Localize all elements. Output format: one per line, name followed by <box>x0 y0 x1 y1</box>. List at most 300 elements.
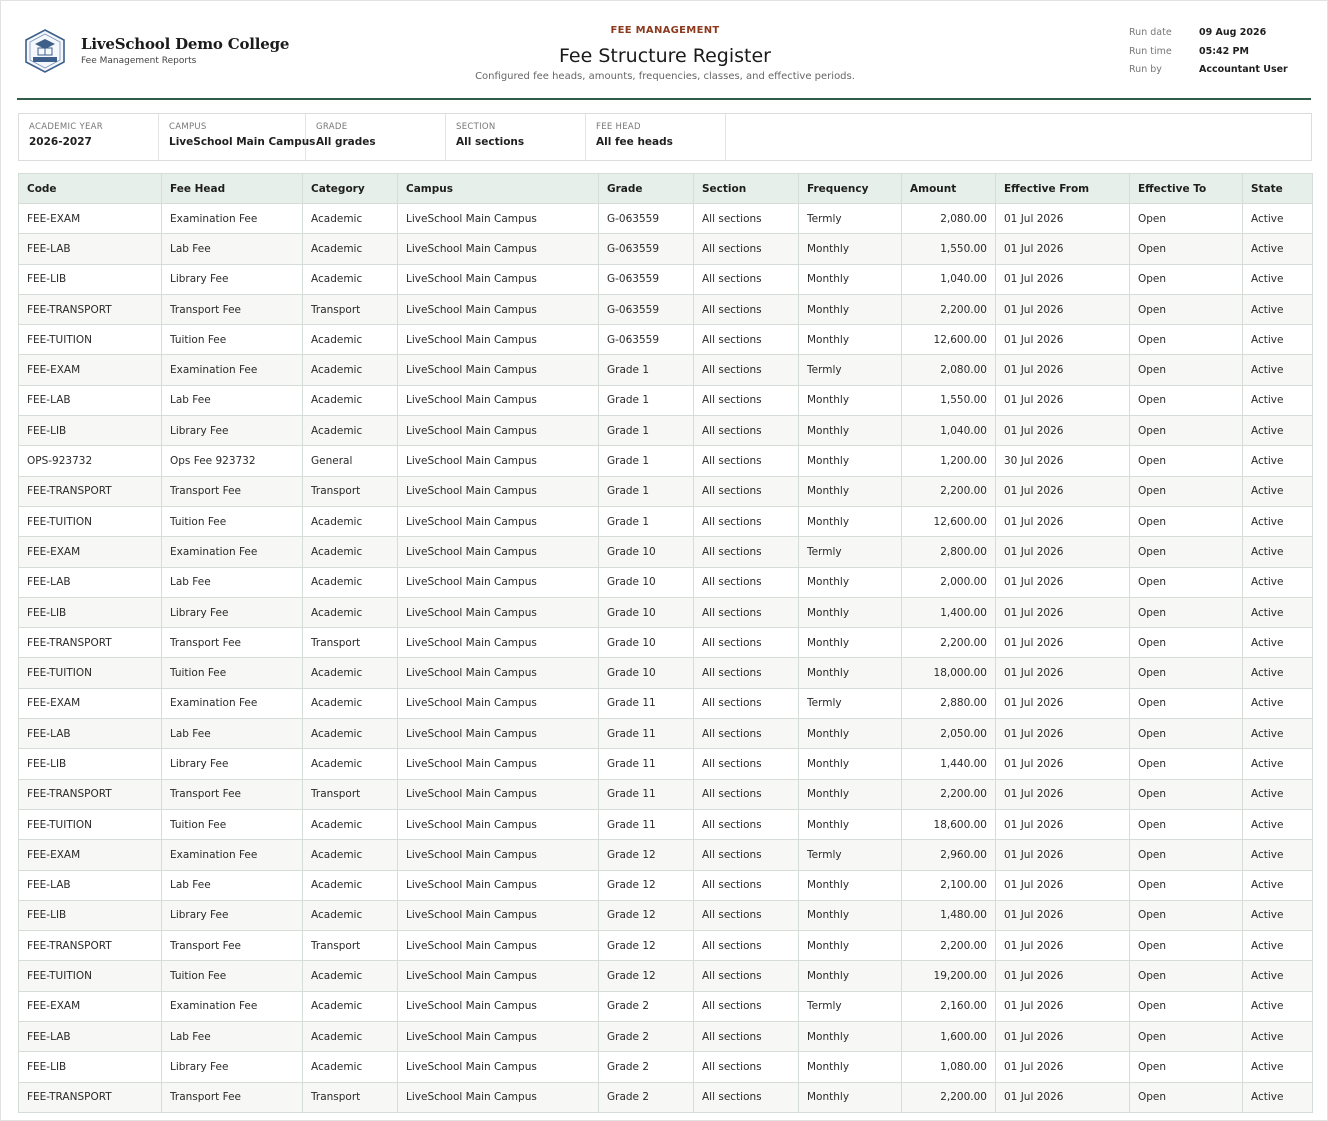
cell-category: Academic <box>303 961 398 991</box>
cell-grade: G-063559 <box>599 294 694 324</box>
cell-effective-from: 01 Jul 2026 <box>996 779 1130 809</box>
cell-fee-head: Examination Fee <box>162 204 303 234</box>
cell-frequency: Monthly <box>799 658 902 688</box>
cell-effective-to: Open <box>1130 809 1243 839</box>
cell-state: Active <box>1243 840 1313 870</box>
cell-frequency: Monthly <box>799 719 902 749</box>
cell-campus: LiveSchool Main Campus <box>398 749 599 779</box>
cell-effective-from: 01 Jul 2026 <box>996 325 1130 355</box>
cell-effective-to: Open <box>1130 506 1243 536</box>
page-title: Fee Structure Register <box>559 45 771 67</box>
table-body <box>19 204 1313 1113</box>
cell-code: FEE-LAB <box>19 385 162 415</box>
cell-grade: Grade 2 <box>599 1022 694 1052</box>
filter-grade <box>306 114 446 160</box>
cell-state: Active <box>1243 567 1313 597</box>
cell-fee-head: Transport Fee <box>162 931 303 961</box>
cell-code: FEE-LAB <box>19 1022 162 1052</box>
cell-grade: G-063559 <box>599 264 694 294</box>
cell-category: Academic <box>303 809 398 839</box>
cell-code: FEE-TUITION <box>19 325 162 355</box>
cell-code: FEE-LAB <box>19 234 162 264</box>
cell-grade: Grade 2 <box>599 1052 694 1082</box>
cell-effective-to: Open <box>1130 900 1243 930</box>
cell-state: Active <box>1243 204 1313 234</box>
cell-fee-head: Lab Fee <box>162 1022 303 1052</box>
table-row <box>19 537 1313 567</box>
cell-state: Active <box>1243 719 1313 749</box>
cell-effective-to: Open <box>1130 476 1243 506</box>
column-header-category: Category <box>303 174 398 204</box>
cell-grade: Grade 1 <box>599 506 694 536</box>
cell-section: All sections <box>694 1052 799 1082</box>
cell-campus: LiveSchool Main Campus <box>398 567 599 597</box>
cell-category: Academic <box>303 900 398 930</box>
cell-effective-to: Open <box>1130 688 1243 718</box>
cell-amount: 18,600.00 <box>902 809 996 839</box>
cell-amount: 1,400.00 <box>902 597 996 627</box>
cell-section: All sections <box>694 931 799 961</box>
cell-category: Transport <box>303 294 398 324</box>
cell-amount: 2,960.00 <box>902 840 996 870</box>
cell-section: All sections <box>694 688 799 718</box>
cell-grade: Grade 2 <box>599 1082 694 1112</box>
cell-frequency: Termly <box>799 537 902 567</box>
cell-fee-head: Transport Fee <box>162 628 303 658</box>
filter-campus <box>159 114 316 160</box>
cell-campus: LiveSchool Main Campus <box>398 840 599 870</box>
cell-fee-head: Examination Fee <box>162 537 303 567</box>
cell-fee-head: Transport Fee <box>162 1082 303 1112</box>
cell-campus: LiveSchool Main Campus <box>398 446 599 476</box>
report-subtitle: Configured fee heads, amounts, frequencies, classes, and effective periods. <box>475 71 855 82</box>
cell-frequency: Termly <box>799 355 902 385</box>
cell-grade: Grade 11 <box>599 688 694 718</box>
cell-frequency: Monthly <box>799 628 902 658</box>
cell-category: Academic <box>303 749 398 779</box>
cell-state: Active <box>1243 355 1313 385</box>
cell-category: Academic <box>303 385 398 415</box>
cell-campus: LiveSchool Main Campus <box>398 476 599 506</box>
column-header-code: Code <box>19 174 162 204</box>
cell-campus: LiveSchool Main Campus <box>398 416 599 446</box>
table-row <box>19 325 1313 355</box>
cell-state: Active <box>1243 1052 1313 1082</box>
cell-amount: 19,200.00 <box>902 961 996 991</box>
cell-campus: LiveSchool Main Campus <box>398 537 599 567</box>
filter-summary-bar <box>18 113 1312 161</box>
cell-state: Active <box>1243 1022 1313 1052</box>
cell-effective-from: 01 Jul 2026 <box>996 991 1130 1021</box>
run-by-label: Run by <box>1129 64 1162 75</box>
cell-section: All sections <box>694 294 799 324</box>
cell-amount: 1,550.00 <box>902 234 996 264</box>
org-subtitle: Fee Management Reports <box>81 56 197 66</box>
cell-effective-from: 01 Jul 2026 <box>996 900 1130 930</box>
cell-effective-to: Open <box>1130 597 1243 627</box>
cell-amount: 2,050.00 <box>902 719 996 749</box>
cell-state: Active <box>1243 809 1313 839</box>
column-header-effective-to: Effective To <box>1130 174 1243 204</box>
table-row <box>19 809 1313 839</box>
cell-category: Transport <box>303 476 398 506</box>
cell-grade: Grade 11 <box>599 809 694 839</box>
cell-frequency: Monthly <box>799 749 902 779</box>
cell-campus: LiveSchool Main Campus <box>398 809 599 839</box>
cell-grade: G-063559 <box>599 204 694 234</box>
cell-effective-from: 01 Jul 2026 <box>996 1022 1130 1052</box>
cell-fee-head: Library Fee <box>162 749 303 779</box>
table-row <box>19 840 1313 870</box>
cell-effective-from: 01 Jul 2026 <box>996 809 1130 839</box>
cell-section: All sections <box>694 961 799 991</box>
cell-effective-to: Open <box>1130 991 1243 1021</box>
cell-fee-head: Tuition Fee <box>162 961 303 991</box>
cell-category: Transport <box>303 779 398 809</box>
cell-state: Active <box>1243 931 1313 961</box>
cell-effective-from: 01 Jul 2026 <box>996 749 1130 779</box>
cell-effective-to: Open <box>1130 628 1243 658</box>
cell-frequency: Monthly <box>799 931 902 961</box>
column-header-campus: Campus <box>398 174 599 204</box>
cell-category: Academic <box>303 506 398 536</box>
cell-state: Active <box>1243 476 1313 506</box>
cell-effective-from: 01 Jul 2026 <box>996 1082 1130 1112</box>
cell-effective-from: 01 Jul 2026 <box>996 719 1130 749</box>
cell-fee-head: Transport Fee <box>162 779 303 809</box>
filter-fee-head <box>586 114 726 160</box>
cell-effective-from: 30 Jul 2026 <box>996 446 1130 476</box>
cell-grade: Grade 10 <box>599 537 694 567</box>
cell-frequency: Monthly <box>799 385 902 415</box>
cell-category: Academic <box>303 870 398 900</box>
cell-amount: 2,080.00 <box>902 204 996 234</box>
cell-frequency: Termly <box>799 991 902 1021</box>
cell-grade: Grade 1 <box>599 355 694 385</box>
cell-amount: 1,550.00 <box>902 385 996 415</box>
cell-campus: LiveSchool Main Campus <box>398 325 599 355</box>
cell-category: Academic <box>303 597 398 627</box>
cell-effective-from: 01 Jul 2026 <box>996 355 1130 385</box>
cell-amount: 2,080.00 <box>902 355 996 385</box>
cell-category: Academic <box>303 991 398 1021</box>
table-header-row <box>19 174 1313 204</box>
cell-frequency: Monthly <box>799 809 902 839</box>
cell-grade: Grade 12 <box>599 840 694 870</box>
cell-frequency: Monthly <box>799 597 902 627</box>
cell-effective-to: Open <box>1130 870 1243 900</box>
cell-state: Active <box>1243 264 1313 294</box>
cell-effective-to: Open <box>1130 931 1243 961</box>
cell-fee-head: Lab Fee <box>162 567 303 597</box>
cell-effective-from: 01 Jul 2026 <box>996 204 1130 234</box>
cell-category: Transport <box>303 628 398 658</box>
cell-effective-to: Open <box>1130 446 1243 476</box>
cell-code: FEE-LAB <box>19 567 162 597</box>
cell-code: FEE-TUITION <box>19 809 162 839</box>
table-row <box>19 900 1313 930</box>
filter-value: All sections <box>456 136 525 148</box>
cell-code: FEE-LIB <box>19 264 162 294</box>
cell-effective-from: 01 Jul 2026 <box>996 840 1130 870</box>
cell-fee-head: Examination Fee <box>162 840 303 870</box>
filter-value: All grades <box>316 136 376 148</box>
cell-state: Active <box>1243 416 1313 446</box>
cell-effective-from: 01 Jul 2026 <box>996 961 1130 991</box>
cell-frequency: Monthly <box>799 1022 902 1052</box>
cell-effective-from: 01 Jul 2026 <box>996 506 1130 536</box>
cell-amount: 18,000.00 <box>902 658 996 688</box>
cell-effective-from: 01 Jul 2026 <box>996 1052 1130 1082</box>
column-header-state: State <box>1243 174 1313 204</box>
filter-label: GRADE <box>316 122 348 132</box>
cell-frequency: Monthly <box>799 567 902 597</box>
column-header-grade: Grade <box>599 174 694 204</box>
cell-grade: Grade 1 <box>599 446 694 476</box>
table-row <box>19 1082 1313 1112</box>
cell-amount: 2,160.00 <box>902 991 996 1021</box>
cell-code: FEE-EXAM <box>19 537 162 567</box>
cell-amount: 1,040.00 <box>902 264 996 294</box>
cell-section: All sections <box>694 204 799 234</box>
cell-campus: LiveSchool Main Campus <box>398 294 599 324</box>
cell-code: FEE-TRANSPORT <box>19 1082 162 1112</box>
table-row <box>19 961 1313 991</box>
cell-amount: 1,040.00 <box>902 416 996 446</box>
cell-amount: 1,600.00 <box>902 1022 996 1052</box>
table-row <box>19 476 1313 506</box>
cell-effective-from: 01 Jul 2026 <box>996 688 1130 718</box>
cell-category: Academic <box>303 325 398 355</box>
cell-amount: 2,880.00 <box>902 688 996 718</box>
cell-code: FEE-LIB <box>19 749 162 779</box>
cell-state: Active <box>1243 628 1313 658</box>
filter-label: FEE HEAD <box>596 122 641 132</box>
cell-grade: Grade 12 <box>599 931 694 961</box>
cell-fee-head: Library Fee <box>162 597 303 627</box>
filter-value: LiveSchool Main Campus <box>169 136 316 148</box>
cell-section: All sections <box>694 1022 799 1052</box>
cell-state: Active <box>1243 991 1313 1021</box>
cell-effective-to: Open <box>1130 385 1243 415</box>
cell-campus: LiveSchool Main Campus <box>398 688 599 718</box>
cell-code: FEE-LIB <box>19 597 162 627</box>
cell-effective-to: Open <box>1130 567 1243 597</box>
cell-fee-head: Library Fee <box>162 416 303 446</box>
cell-effective-to: Open <box>1130 961 1243 991</box>
cell-effective-from: 01 Jul 2026 <box>996 385 1130 415</box>
cell-grade: Grade 10 <box>599 628 694 658</box>
cell-grade: Grade 11 <box>599 779 694 809</box>
fee-structure-table <box>18 173 1313 1113</box>
cell-amount: 1,440.00 <box>902 749 996 779</box>
cell-fee-head: Transport Fee <box>162 294 303 324</box>
cell-section: All sections <box>694 385 799 415</box>
filter-label: ACADEMIC YEAR <box>29 122 103 132</box>
cell-effective-to: Open <box>1130 658 1243 688</box>
cell-category: General <box>303 446 398 476</box>
cell-campus: LiveSchool Main Campus <box>398 355 599 385</box>
cell-campus: LiveSchool Main Campus <box>398 900 599 930</box>
cell-code: FEE-LAB <box>19 719 162 749</box>
cell-fee-head: Tuition Fee <box>162 325 303 355</box>
cell-frequency: Monthly <box>799 294 902 324</box>
cell-section: All sections <box>694 416 799 446</box>
cell-state: Active <box>1243 658 1313 688</box>
cell-state: Active <box>1243 325 1313 355</box>
cell-amount: 2,800.00 <box>902 537 996 567</box>
cell-state: Active <box>1243 537 1313 567</box>
table-row <box>19 688 1313 718</box>
cell-state: Active <box>1243 506 1313 536</box>
cell-grade: Grade 12 <box>599 900 694 930</box>
cell-effective-from: 01 Jul 2026 <box>996 597 1130 627</box>
cell-state: Active <box>1243 688 1313 718</box>
cell-campus: LiveSchool Main Campus <box>398 658 599 688</box>
table-row <box>19 870 1313 900</box>
cell-category: Transport <box>303 1082 398 1112</box>
cell-effective-to: Open <box>1130 1082 1243 1112</box>
cell-frequency: Monthly <box>799 900 902 930</box>
cell-code: FEE-LIB <box>19 416 162 446</box>
cell-code: FEE-LIB <box>19 1052 162 1082</box>
cell-fee-head: Tuition Fee <box>162 658 303 688</box>
filter-value: All fee heads <box>596 136 673 148</box>
table-row <box>19 1052 1313 1082</box>
column-header-fee-head: Fee Head <box>162 174 303 204</box>
cell-effective-to: Open <box>1130 234 1243 264</box>
cell-section: All sections <box>694 809 799 839</box>
cell-grade: Grade 12 <box>599 870 694 900</box>
cell-code: FEE-TUITION <box>19 658 162 688</box>
cell-grade: Grade 10 <box>599 658 694 688</box>
cell-category: Academic <box>303 264 398 294</box>
cell-state: Active <box>1243 900 1313 930</box>
cell-code: FEE-TRANSPORT <box>19 931 162 961</box>
cell-effective-to: Open <box>1130 779 1243 809</box>
cell-category: Academic <box>303 537 398 567</box>
cell-grade: Grade 2 <box>599 991 694 1021</box>
cell-campus: LiveSchool Main Campus <box>398 264 599 294</box>
cell-code: FEE-EXAM <box>19 991 162 1021</box>
cell-grade: Grade 1 <box>599 416 694 446</box>
cell-campus: LiveSchool Main Campus <box>398 597 599 627</box>
college-crest-logo-icon <box>24 29 66 73</box>
cell-frequency: Monthly <box>799 1082 902 1112</box>
cell-effective-to: Open <box>1130 204 1243 234</box>
org-name: LiveSchool Demo College <box>81 35 290 53</box>
cell-section: All sections <box>694 779 799 809</box>
cell-category: Academic <box>303 234 398 264</box>
cell-campus: LiveSchool Main Campus <box>398 1022 599 1052</box>
table-row <box>19 264 1313 294</box>
cell-section: All sections <box>694 900 799 930</box>
cell-state: Active <box>1243 385 1313 415</box>
cell-effective-from: 01 Jul 2026 <box>996 234 1130 264</box>
cell-fee-head: Lab Fee <box>162 385 303 415</box>
table-row <box>19 355 1313 385</box>
cell-fee-head: Examination Fee <box>162 991 303 1021</box>
cell-fee-head: Examination Fee <box>162 355 303 385</box>
cell-code: OPS-923732 <box>19 446 162 476</box>
cell-effective-from: 01 Jul 2026 <box>996 476 1130 506</box>
column-header-effective-from: Effective From <box>996 174 1130 204</box>
cell-grade: Grade 10 <box>599 597 694 627</box>
cell-grade: Grade 10 <box>599 567 694 597</box>
cell-fee-head: Transport Fee <box>162 476 303 506</box>
cell-frequency: Monthly <box>799 325 902 355</box>
run-date-label: Run date <box>1129 27 1172 38</box>
cell-amount: 1,480.00 <box>902 900 996 930</box>
cell-campus: LiveSchool Main Campus <box>398 719 599 749</box>
cell-frequency: Monthly <box>799 446 902 476</box>
cell-fee-head: Lab Fee <box>162 234 303 264</box>
cell-frequency: Monthly <box>799 234 902 264</box>
cell-fee-head: Tuition Fee <box>162 809 303 839</box>
table-row <box>19 749 1313 779</box>
filter-academic-year <box>19 114 159 160</box>
cell-frequency: Termly <box>799 204 902 234</box>
cell-amount: 1,080.00 <box>902 1052 996 1082</box>
cell-effective-to: Open <box>1130 1022 1243 1052</box>
run-time-value: 05:42 PM <box>1199 45 1249 57</box>
cell-section: All sections <box>694 597 799 627</box>
cell-code: FEE-TRANSPORT <box>19 476 162 506</box>
cell-code: FEE-EXAM <box>19 840 162 870</box>
cell-campus: LiveSchool Main Campus <box>398 234 599 264</box>
cell-section: All sections <box>694 749 799 779</box>
table-row <box>19 991 1313 1021</box>
report-kicker: FEE MANAGEMENT <box>610 25 720 36</box>
cell-code: FEE-TUITION <box>19 506 162 536</box>
cell-effective-from: 01 Jul 2026 <box>996 294 1130 324</box>
cell-amount: 12,600.00 <box>902 325 996 355</box>
cell-section: All sections <box>694 446 799 476</box>
run-by-value: Accountant User <box>1199 64 1288 75</box>
cell-fee-head: Library Fee <box>162 900 303 930</box>
cell-section: All sections <box>694 719 799 749</box>
cell-campus: LiveSchool Main Campus <box>398 385 599 415</box>
cell-campus: LiveSchool Main Campus <box>398 628 599 658</box>
cell-frequency: Monthly <box>799 1052 902 1082</box>
cell-state: Active <box>1243 234 1313 264</box>
cell-amount: 2,200.00 <box>902 779 996 809</box>
cell-category: Academic <box>303 688 398 718</box>
cell-fee-head: Lab Fee <box>162 719 303 749</box>
table-row <box>19 931 1313 961</box>
cell-amount: 12,600.00 <box>902 506 996 536</box>
cell-code: FEE-TRANSPORT <box>19 294 162 324</box>
cell-campus: LiveSchool Main Campus <box>398 961 599 991</box>
cell-effective-to: Open <box>1130 537 1243 567</box>
cell-effective-from: 01 Jul 2026 <box>996 870 1130 900</box>
filter-label: SECTION <box>456 122 496 132</box>
cell-amount: 2,000.00 <box>902 567 996 597</box>
filter-label: CAMPUS <box>169 122 207 132</box>
cell-effective-from: 01 Jul 2026 <box>996 416 1130 446</box>
cell-frequency: Monthly <box>799 870 902 900</box>
cell-effective-from: 01 Jul 2026 <box>996 567 1130 597</box>
cell-effective-from: 01 Jul 2026 <box>996 658 1130 688</box>
cell-category: Academic <box>303 416 398 446</box>
table-row <box>19 628 1313 658</box>
cell-category: Academic <box>303 840 398 870</box>
cell-category: Transport <box>303 931 398 961</box>
cell-state: Active <box>1243 961 1313 991</box>
cell-grade: Grade 11 <box>599 719 694 749</box>
cell-grade: G-063559 <box>599 325 694 355</box>
cell-amount: 2,100.00 <box>902 870 996 900</box>
